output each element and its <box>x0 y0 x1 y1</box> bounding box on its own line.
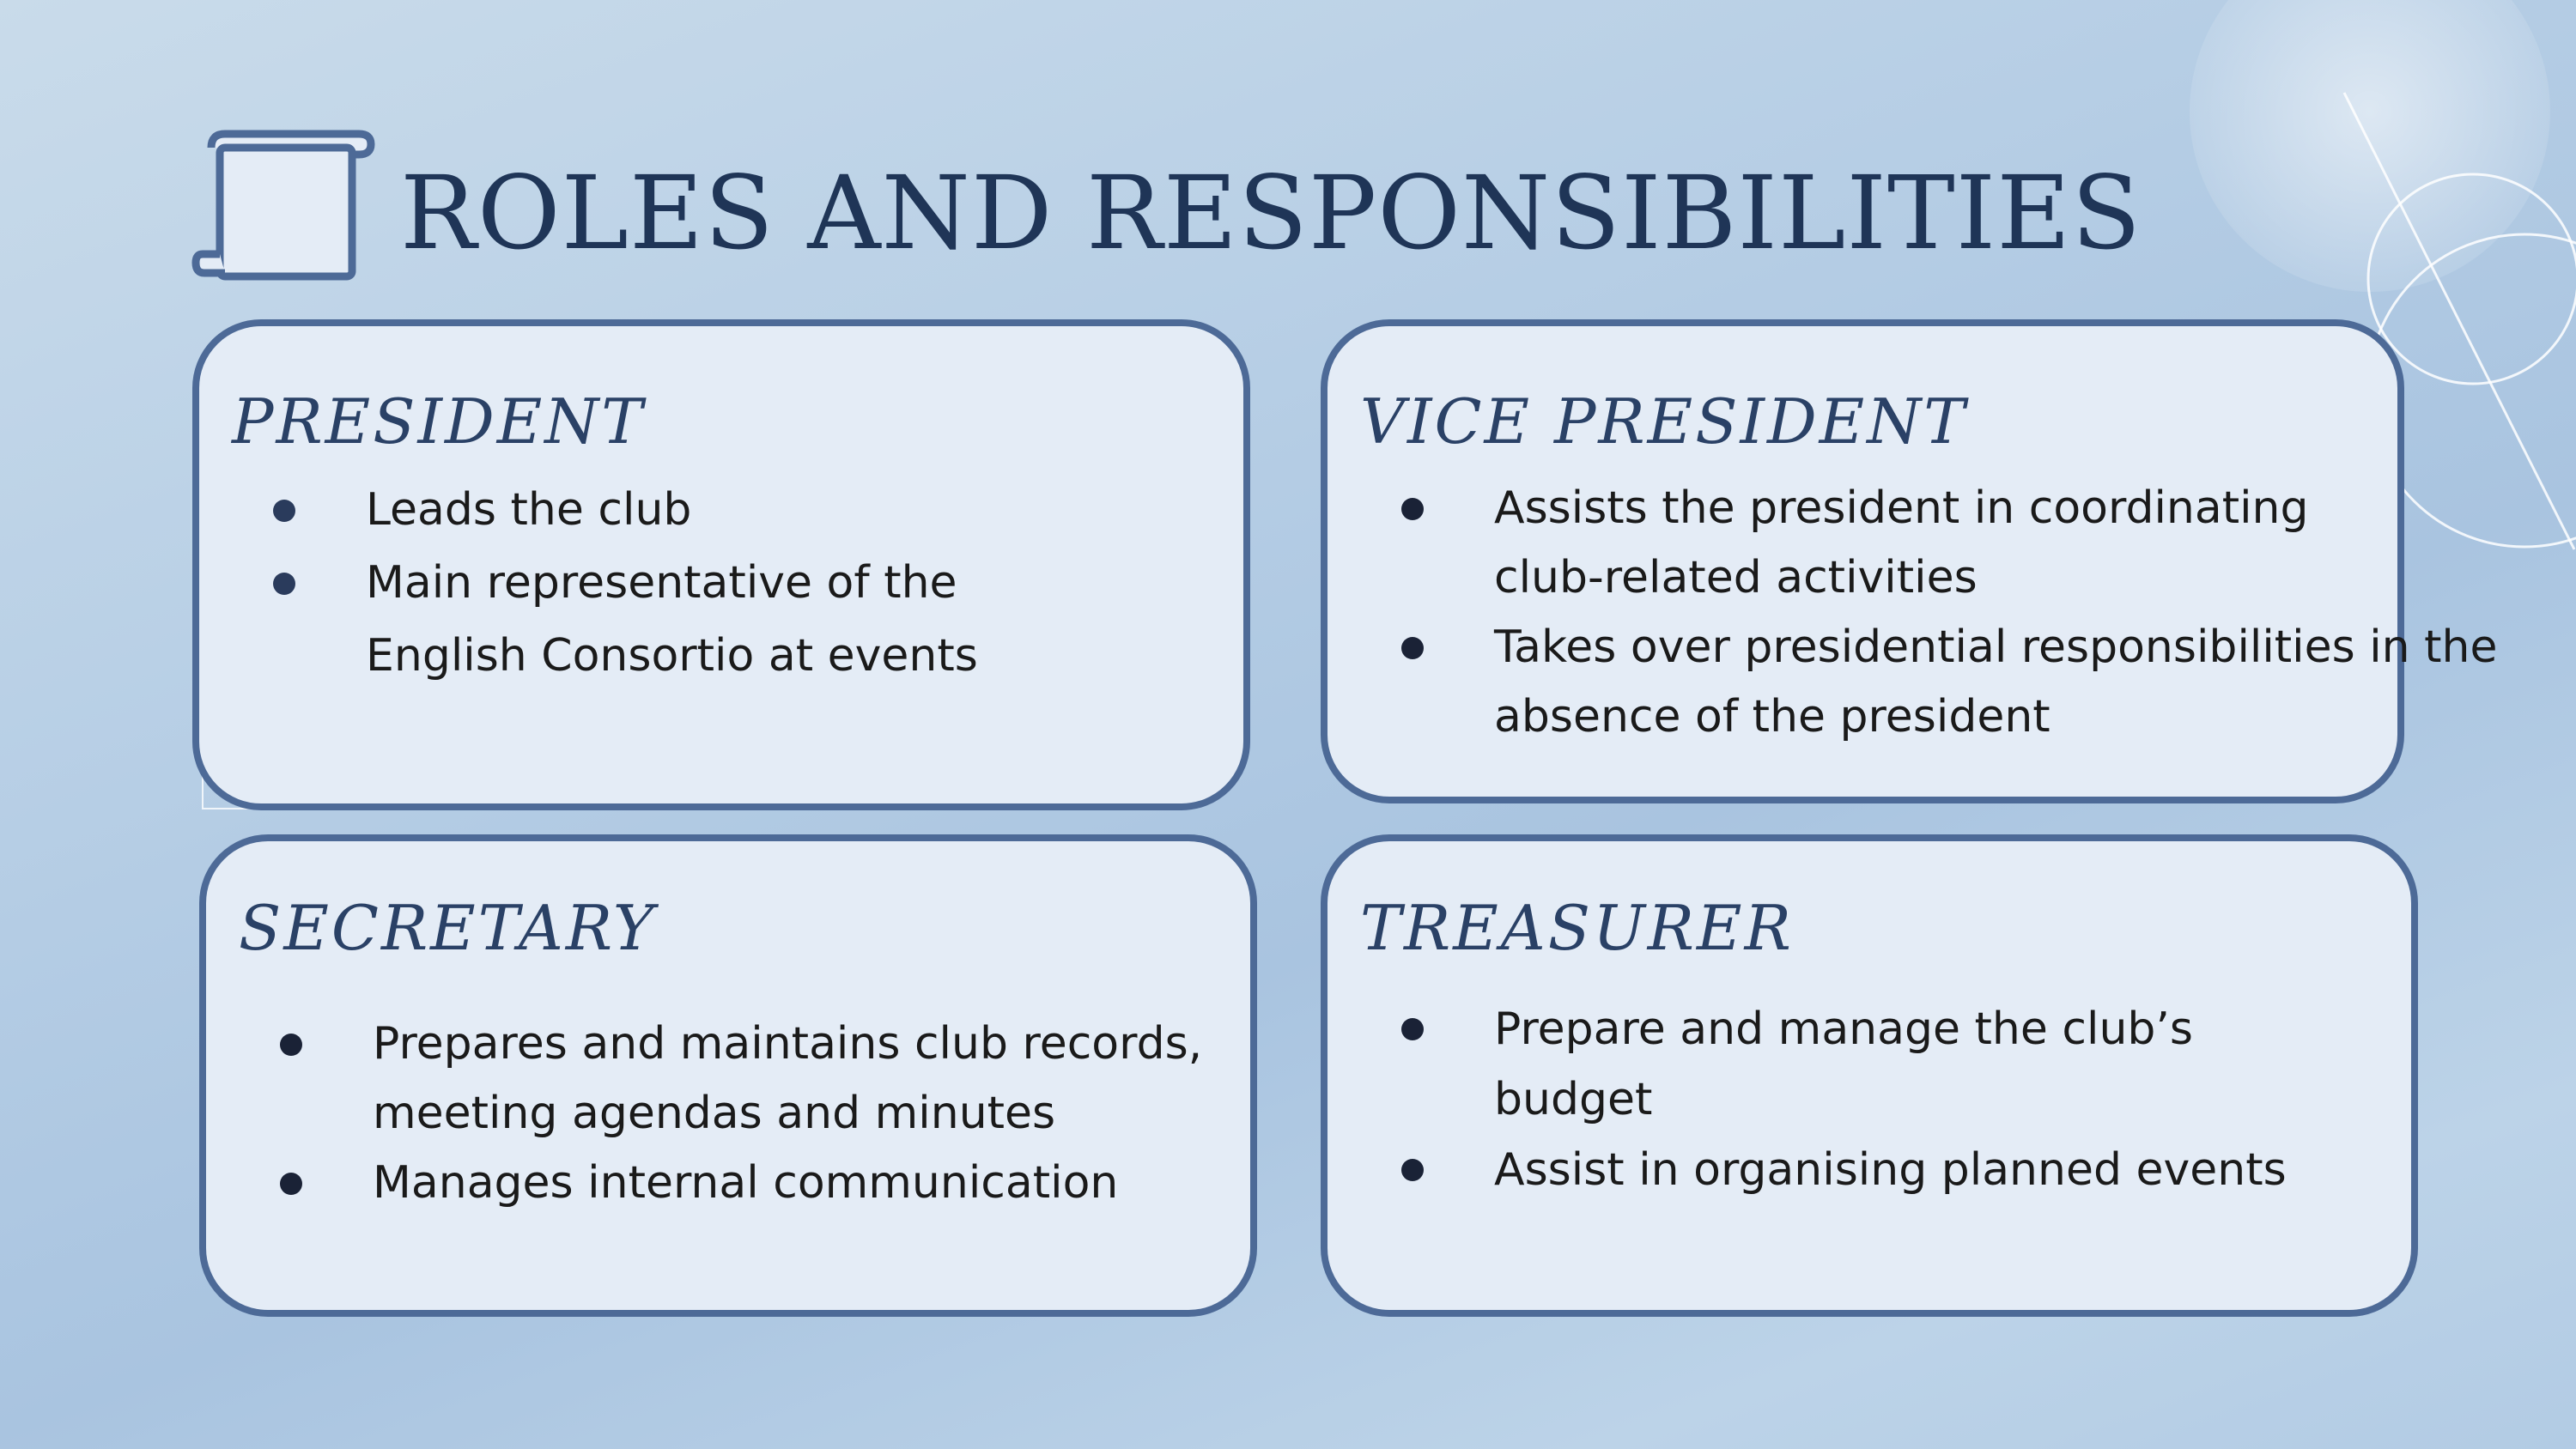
outline-circle-upper <box>2368 174 2576 384</box>
list-item <box>232 1149 1202 1218</box>
list-item <box>225 547 978 620</box>
card-vice-president <box>1321 319 2498 803</box>
bullet-icon <box>1401 637 1424 659</box>
list-item-continuation <box>1353 1064 2287 1135</box>
list-item-text: English Consortio at events <box>366 630 978 682</box>
bullet-icon <box>280 1173 302 1195</box>
card-president <box>192 319 1250 810</box>
glow-circle <box>2190 0 2550 292</box>
card-title: PRESIDENT <box>232 385 646 458</box>
responsibility-list <box>1353 994 2287 1205</box>
scroll-icon <box>191 125 376 288</box>
bullet-icon <box>1401 1159 1424 1181</box>
list-item <box>1353 994 2287 1064</box>
list-item-text: absence of the president <box>1494 691 2050 743</box>
list-item-text: Manages internal communication <box>373 1157 1119 1209</box>
bullet-icon <box>273 500 295 522</box>
card-treasurer <box>1321 834 2418 1317</box>
bullet-icon <box>280 1034 302 1056</box>
card-secretary <box>199 834 1257 1317</box>
list-item-text: Prepares and maintains club records, <box>373 1018 1203 1070</box>
card-title: VICE PRESIDENT <box>1360 385 1968 458</box>
list-item-continuation <box>232 1079 1202 1149</box>
list-item-text: Takes over presidential responsibilities in the <box>1494 621 2498 673</box>
list-item-continuation <box>225 620 978 693</box>
card-title: SECRETARY <box>239 892 657 964</box>
list-item-text: Assists the president in coordinating <box>1494 482 2309 534</box>
list-item-text: club-related activities <box>1494 552 1978 603</box>
list-item-text: Main representative of the <box>366 557 957 609</box>
list-item-text: Assist in organising planned events <box>1494 1144 2287 1196</box>
list-item-text: Leads the club <box>366 484 692 536</box>
list-item <box>1353 1135 2287 1205</box>
list-item-text: budget <box>1494 1074 1653 1125</box>
bullet-icon <box>1401 1018 1424 1040</box>
list-item-text: Prepare and manage the club’s <box>1494 1003 2194 1055</box>
bullet-icon <box>273 573 295 595</box>
list-item-continuation <box>1353 543 2498 613</box>
card-title: TREASURER <box>1360 892 1794 964</box>
slide-title: ROLES AND RESPONSIBILITIES <box>400 154 2142 272</box>
bullet-icon <box>1401 498 1424 520</box>
list-item <box>225 474 978 547</box>
list-item <box>1353 474 2498 543</box>
list-item-continuation <box>1353 682 2498 752</box>
responsibility-list <box>1353 474 2498 752</box>
list-item-text: meeting agendas and minutes <box>373 1088 1056 1139</box>
list-item <box>1353 613 2498 682</box>
responsibility-list <box>232 1009 1202 1218</box>
responsibility-list <box>225 474 978 693</box>
list-item <box>232 1009 1202 1079</box>
